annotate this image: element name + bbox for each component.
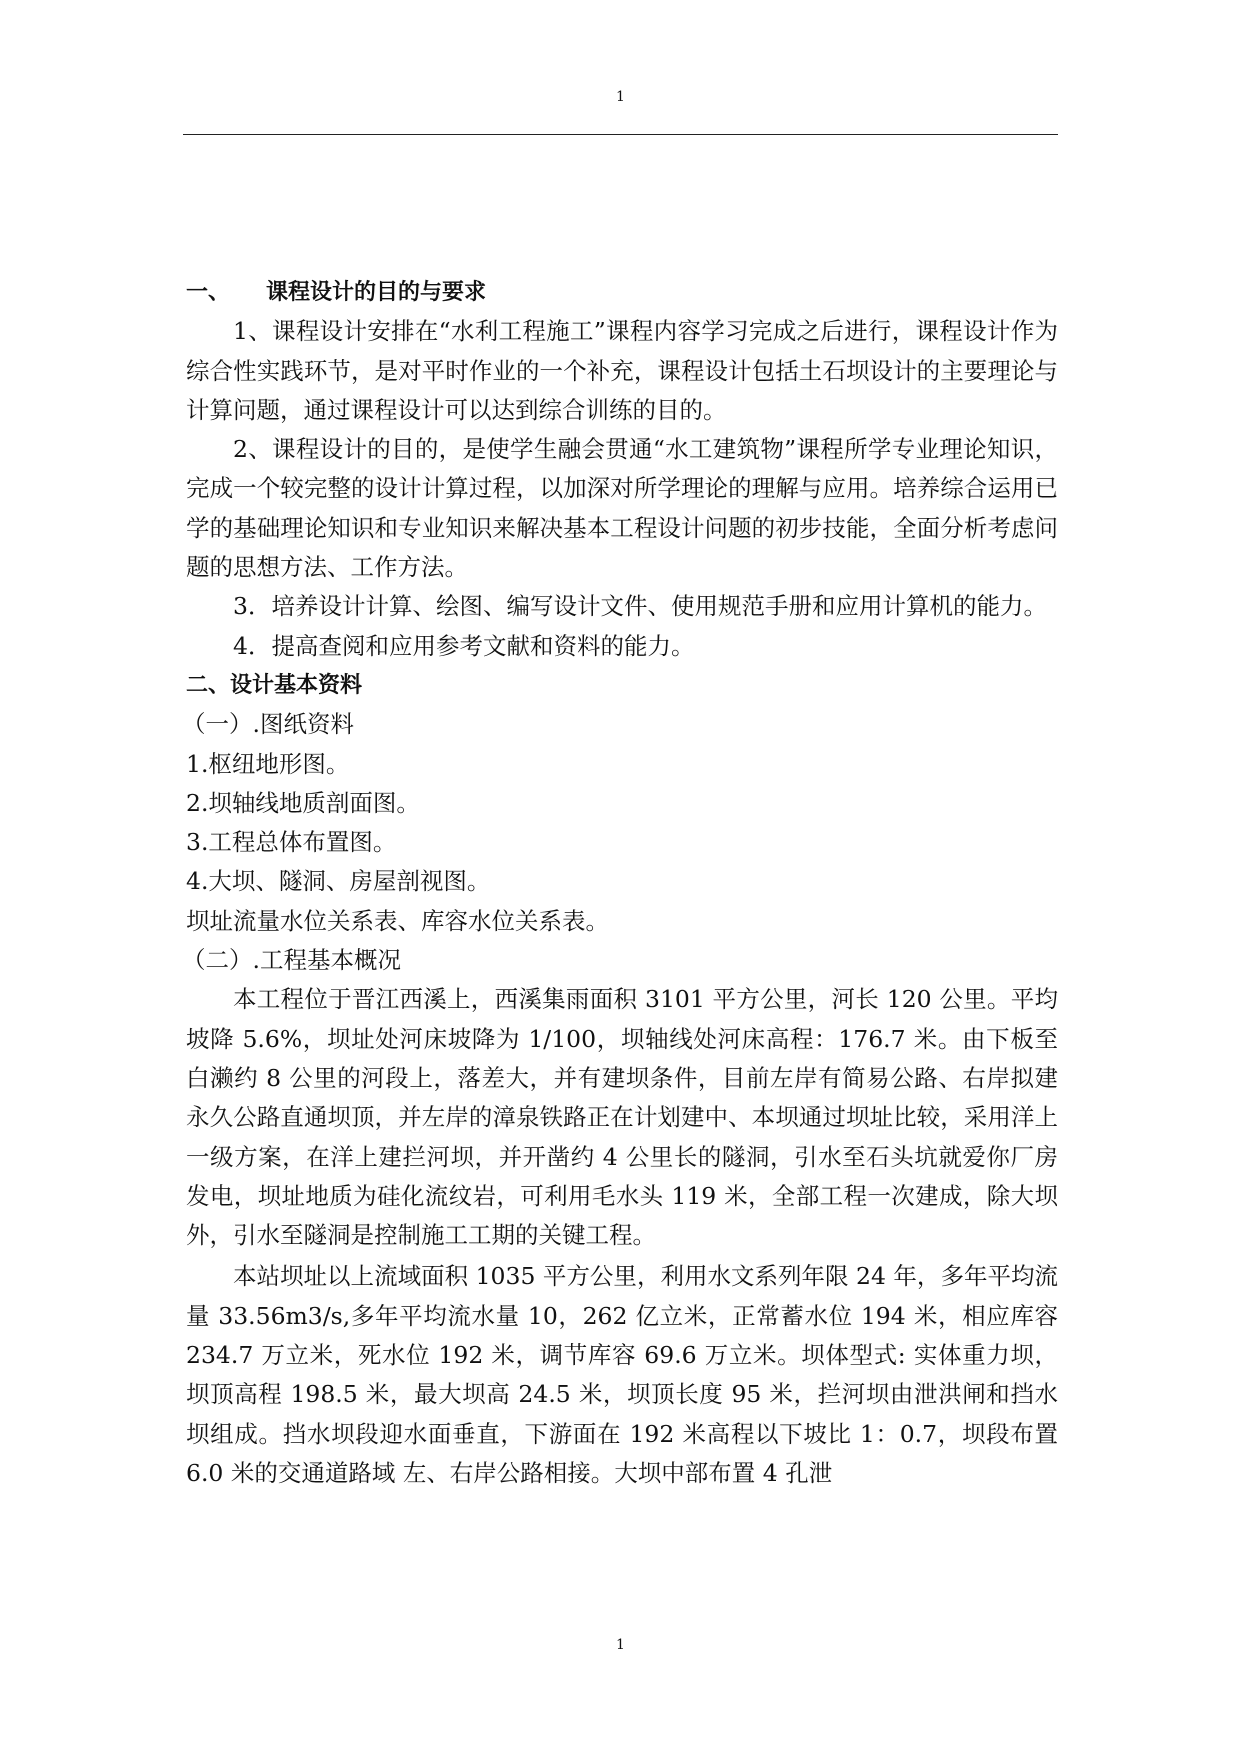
document-body: [182, 273, 1058, 1493]
section-1-paragraph: 4．提高查阅和应用参考文献和资料的能力。: [233, 631, 695, 660]
overview-paragraph: 本站坝址以上流域面积 1035 平方公里，利用水文系列年限 24 年，多年平均流量 33.56m3/s,多年平均流水量 10，262 亿立米，正常蓄水位 194 米，相应库容 234.7 万立米，死水位 192 米，调节库容 69.6 万立米。坝体型式: 实体重力坝，坝顶高程 198.5 米，最大坝高 24.5 米，坝顶长度 95 米，拦河坝由泄洪闸和挡水坝组成。挡水坝段迎水面垂直，下游面在 192 米高程以下坡比 1：0.7，坝段布置 6.0 米的交通道路域 左、右岸公路相接。大坝中部布置 4 孔泄: [186, 1262, 1058, 1487]
header-rule: [183, 134, 1058, 135]
drawing-list-item: 4.大坝、隧洞、房屋剖视图。: [186, 867, 491, 896]
drawing-list-item: 2.坝轴线地质剖面图。: [186, 788, 420, 817]
section-1-paragraph: 3．培养设计计算、绘图、编写设计文件、使用规范手册和应用计算机的能力。: [233, 592, 1047, 621]
drawing-list-item: 3.工程总体布置图。: [186, 828, 397, 857]
overview-paragraph: 本工程位于晋江西溪上，西溪集雨面积 3101 平方公里，河长 120 公里。平均坡降 5.6%，坝址处河床坡降为 1/100，坝轴线处河床高程：176.7 米。由下板至白濑约 8 公里的河段上，落差大，并有建坝条件，目前左岸有简易公路、右岸拟建永久公路直通坝顶，并左岸的漳泉铁路正在计划建中、本坝通过坝址比较，采用洋上一级方案，在洋上建拦河坝，并开凿约 4 公里长的隧洞，引水至石头坑就爱你厂房发电，坝址地质为硅化流纹岩，可利用毛水头 119 米，全部工程一次建成，除大坝外，引水至隧洞是控制施工工期的关键工程。: [186, 985, 1058, 1250]
section-2-heading: 二、设计基本资料: [186, 672, 363, 698]
drawing-list-item: 坝址流量水位关系表、库容水位关系表。: [186, 906, 609, 935]
subsection-2-heading: （二）.工程基本概况: [182, 946, 401, 975]
drawing-list-item: 1.枢纽地形图。: [186, 749, 350, 778]
section-1-heading: [186, 273, 1058, 312]
page-header-number: 1: [616, 89, 625, 105]
page-footer-number: 1: [616, 1637, 625, 1653]
section-1-paragraph: 2、课程设计的目的，是使学生融会贯通“水工建筑物”课程所学专业理论知识，完成一个较完整的设计计算过程，以加深对所学理论的理解与应用。培养综合运用已学的基础理论知识和专业知识来解决基本工程设计问题的初步技能，全面分析考虑问题的思想方法、工作方法。: [186, 435, 1058, 582]
section-1-number: 一、: [186, 280, 231, 305]
section-1-title: 课程设计的目的与要求: [266, 280, 487, 305]
subsection-1-heading: （一）.图纸资料: [182, 710, 354, 739]
section-1-paragraph: 1、课程设计安排在“水利工程施工”课程内容学习完成之后进行，课程设计作为综合性实践环节，是对平时作业的一个补充，课程设计包括土石坝设计的主要理论与计算问题，通过课程设计可以达到综合训练的目的。: [186, 317, 1058, 424]
